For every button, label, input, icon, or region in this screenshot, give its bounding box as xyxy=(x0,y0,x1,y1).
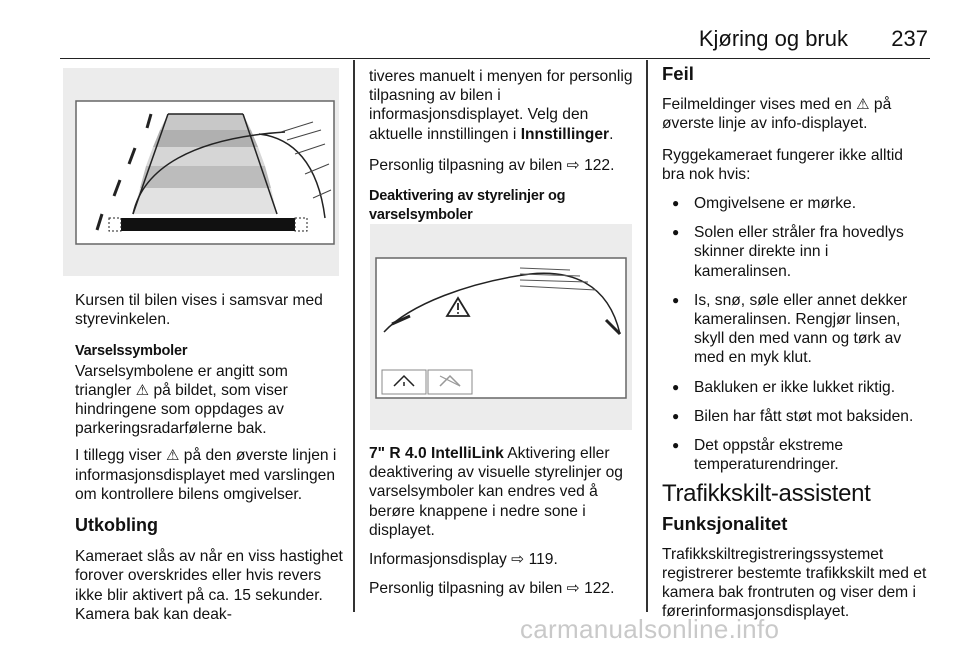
settings-menu-name: Innstillinger xyxy=(520,125,610,143)
page-number: 237 xyxy=(891,26,928,51)
cont-end: . xyxy=(609,125,614,143)
page-reference-arrow-icon: ⇨ xyxy=(566,156,580,174)
page-reference-arrow-icon: ⇨ xyxy=(511,551,525,569)
cont-text: tiveres manuelt i menyen for personlig tilpasning av bilen i informasjonsdisplayet. Velg den aktuelle innstillingen i xyxy=(369,68,633,143)
ref1-text: Personlig tilpasning av bilen xyxy=(369,156,567,174)
feil-text-b: på øverste linje av info-displayet. xyxy=(662,96,892,133)
camera-guidelines-illustration xyxy=(63,68,339,276)
list-item: ● Det oppstår ekstreme temperaturendringer. xyxy=(662,436,928,474)
ref2-text: Informasjonsdisplay xyxy=(369,551,512,569)
funksjonalitet-text: Trafikkskiltregistreringssystemet registrerer bestemte trafikkskilt med et kamera bak frontruten og viser dem i førerinformasjonsdisplayet. xyxy=(662,545,927,621)
list-item: ● Solen eller stråler fra hovedlys skinner direkte inn i kameralinsen. xyxy=(662,223,928,281)
list-item: ● Omgivelsene er mørke. xyxy=(662,194,928,213)
failure-conditions-list xyxy=(662,194,928,474)
varsel-heading: Varselssymboler xyxy=(75,343,188,360)
tillegg-text-a: I tillegg viser xyxy=(75,447,166,465)
course-paragraph: Kursen til bilen vises i samsvar med styrevinkelen. xyxy=(75,292,323,329)
feil-text-a: Feilmeldinger vises med en xyxy=(662,96,857,114)
trafikk-heading: Trafikkskilt-assistent xyxy=(662,480,871,508)
tillegg-text-b: på den øverste linjen i informasjonsdisplayet med varslingen om kontrollere bilens omgivelser. xyxy=(75,447,337,503)
warning-triangle-icon: ⚠ xyxy=(856,96,870,114)
ref1-page: 122. xyxy=(584,156,615,174)
varsel-text-a: Varselsymbolene er angitt som triangler xyxy=(75,362,288,399)
ref3-page: 122. xyxy=(584,580,615,598)
rygge-text: Ryggekameraet fungerer ikke alltid bra nok hvis: xyxy=(662,146,903,183)
ref2-page: 119. xyxy=(528,551,558,569)
column-2-top xyxy=(369,67,639,237)
column-2-bottom xyxy=(369,444,641,610)
warning-symbols-figure xyxy=(370,224,632,430)
warning-symbols-illustration xyxy=(370,224,632,430)
intellilink-label: 7" R 4.0 IntelliLink xyxy=(369,445,504,462)
list-item: ● Bakluken er ikke lukket riktig. xyxy=(662,378,928,397)
deakt-heading: Deaktivering av styrelinjer og varselsymboler xyxy=(369,188,566,224)
page-reference-arrow-icon: ⇨ xyxy=(566,580,580,598)
warning-triangle-icon: ⚠ xyxy=(135,381,150,399)
camera-guidelines-figure xyxy=(63,68,339,276)
feil-heading: Feil xyxy=(662,63,694,84)
column-divider-2 xyxy=(646,60,648,612)
list-item: ● Bilen har fått støt mot baksiden. xyxy=(662,407,928,426)
column-divider-1 xyxy=(353,60,355,612)
utkobling-text: Kameraet slås av når en viss hastighet forover overskrides eller hvis revers ikke blir aktivert på ca. 15 sekunder. Kamera bak kan deak- xyxy=(75,548,343,623)
page-header xyxy=(60,22,930,59)
varsel-text-b: på bildet, som viser hindringene som oppdages av parkeringsradarfølerne bak. xyxy=(75,381,288,438)
list-item: ● Is, snø, søle eller annet dekker kameralinsen. Rengjør linsen, skyll den med vann og tørk av med en myk klut. xyxy=(662,291,928,368)
funksjonalitet-heading: Funksjonalitet xyxy=(662,512,788,534)
watermark: carmanualsonline.info xyxy=(520,614,780,644)
ref3-text: Personlig tilpasning av bilen xyxy=(369,580,567,598)
column-3 xyxy=(662,64,928,634)
intellilink-text: Aktivering eller deaktivering av visuelle styrelinjer og varselsymboler kan endres ved å berøre knappene i nedre sone i displayet. xyxy=(369,445,623,539)
column-1 xyxy=(75,291,347,636)
utkobling-heading: Utkobling xyxy=(75,515,158,536)
chapter-title: Kjøring og bruk xyxy=(698,26,848,51)
warning-triangle-icon: ⚠ xyxy=(166,447,180,465)
